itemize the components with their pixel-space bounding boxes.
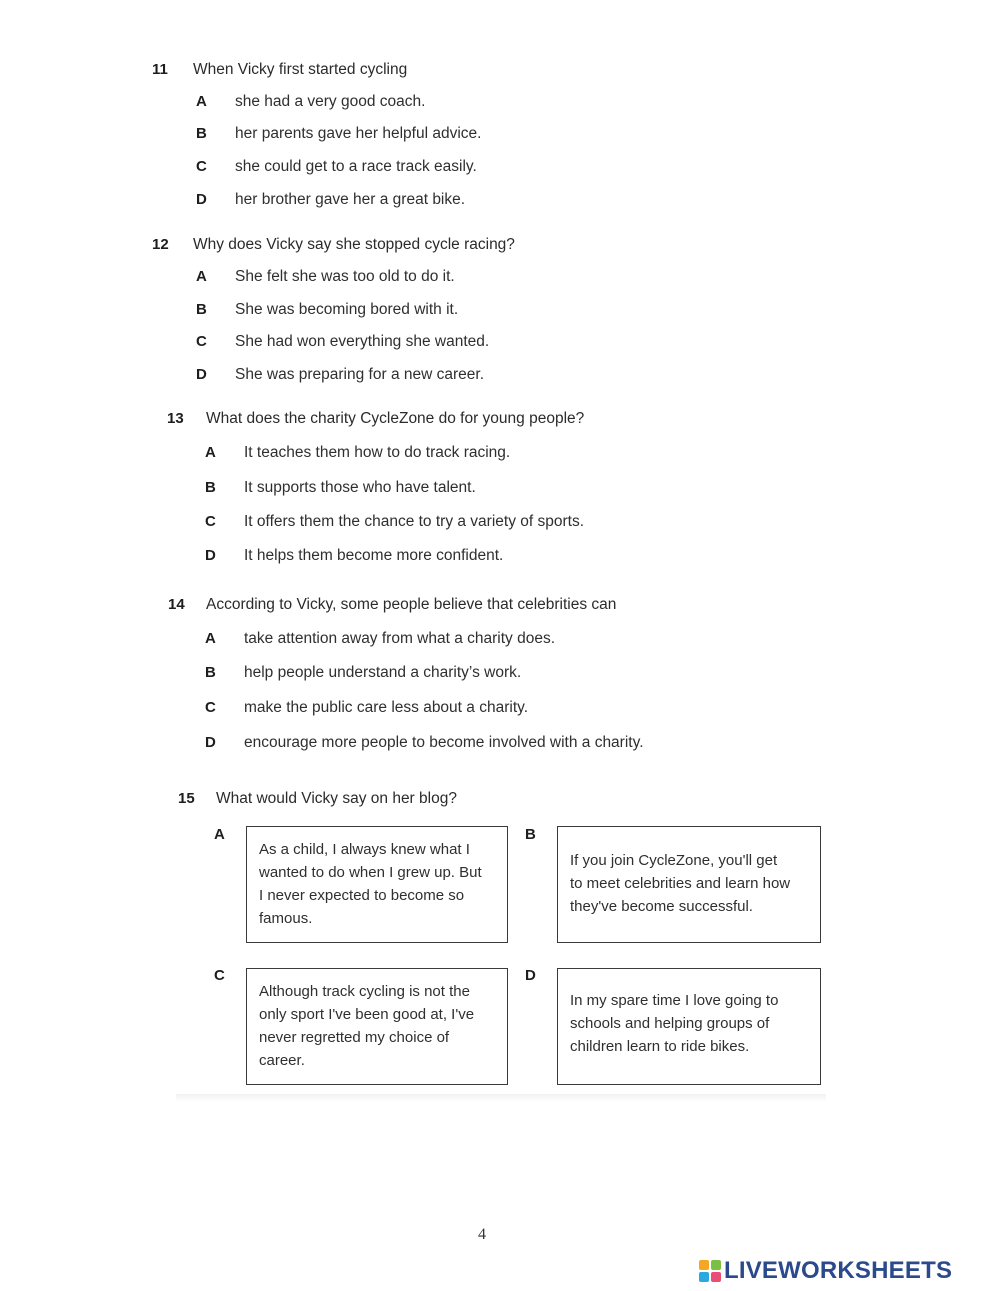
blog-option-letter-c: C — [214, 967, 225, 984]
option-text: She had won everything she wanted. — [235, 333, 490, 350]
blog-line: As a child, I always knew what I — [259, 841, 470, 858]
brand-name: LIVEWORKSHEETS — [724, 1257, 953, 1284]
option-letter: B — [205, 664, 216, 681]
blog-option-letter-b: B — [525, 826, 536, 843]
option-letter: A — [205, 444, 216, 461]
option-text: she could get to a race track easily. — [235, 158, 477, 175]
option-letter: D — [196, 191, 207, 208]
option-letter: B — [196, 301, 207, 318]
blog-line: I never expected to become so — [259, 887, 465, 904]
option-letter: D — [205, 547, 216, 564]
question-number: 11 — [152, 61, 168, 78]
question-number: 15 — [178, 790, 195, 807]
blog-line: career. — [259, 1052, 305, 1069]
option-text: It supports those who have talent. — [244, 479, 476, 496]
question-text: According to Vicky, some people believe that celebrities can — [206, 596, 617, 613]
blog-option-letter-d: D — [525, 967, 536, 984]
question-text: What does the charity CycleZone do for young people? — [206, 410, 585, 427]
question-number: 14 — [168, 596, 185, 613]
option-text: It teaches them how to do track racing. — [244, 444, 511, 461]
blog-option-b[interactable] — [557, 826, 821, 943]
option-letter: C — [205, 699, 216, 716]
option-letter: C — [196, 333, 207, 350]
option-text: make the public care less about a charity. — [244, 699, 529, 716]
blog-line: never regretted my choice of — [259, 1029, 450, 1046]
option-text: It helps them become more confident. — [244, 547, 504, 564]
option-text: It offers them the chance to try a variety of sports. — [244, 513, 585, 530]
question-number: 13 — [167, 410, 184, 427]
option-letter: D — [196, 366, 207, 383]
blog-option-a[interactable] — [246, 826, 508, 943]
question-text: Why does Vicky say she stopped cycle racing? — [193, 236, 515, 253]
liveworksheets-logo — [699, 1256, 952, 1286]
blog-line: children learn to ride bikes. — [570, 1038, 750, 1055]
option-text: She felt she was too old to do it. — [235, 268, 455, 285]
question-number: 12 — [152, 236, 169, 253]
scan-shadow — [176, 1094, 826, 1102]
option-text: her parents gave her helpful advice. — [235, 125, 482, 142]
option-text: She was preparing for a new career. — [235, 366, 484, 383]
option-letter: C — [205, 513, 216, 530]
blog-line: they've become successful. — [570, 898, 753, 915]
option-text: she had a very good coach. — [235, 93, 426, 110]
option-letter: D — [205, 734, 216, 751]
option-text: her brother gave her a great bike. — [235, 191, 466, 208]
option-letter: C — [196, 158, 207, 175]
blog-line: famous. — [259, 910, 313, 927]
question-text: When Vicky first started cycling — [193, 61, 408, 78]
option-text: encourage more people to become involved with a charity. — [244, 734, 644, 751]
blog-line: Although track cycling is not the — [259, 983, 470, 1000]
blog-line: If you join CycleZone, you'll get — [570, 852, 778, 869]
blog-line: In my spare time I love going to — [570, 992, 779, 1009]
page-number: 4 — [478, 1226, 486, 1243]
blog-line: schools and helping groups of — [570, 1015, 770, 1032]
option-letter: B — [205, 479, 216, 496]
option-letter: A — [196, 268, 207, 285]
blog-line: wanted to do when I grew up. But — [259, 864, 482, 881]
blog-line: to meet celebrities and learn how — [570, 875, 791, 892]
question-text: What would Vicky say on her blog? — [216, 790, 457, 807]
blog-option-letter-a: A — [214, 826, 225, 843]
option-text: take attention away from what a charity does. — [244, 630, 556, 647]
blog-line: only sport I've been good at, I've — [259, 1006, 475, 1023]
option-letter: B — [196, 125, 207, 142]
blog-option-c[interactable] — [246, 968, 508, 1085]
option-text: help people understand a charity’s work. — [244, 664, 522, 681]
logo-grid-icon — [699, 1260, 721, 1282]
option-text: She was becoming bored with it. — [235, 301, 459, 318]
option-letter: A — [196, 93, 207, 110]
option-letter: A — [205, 630, 216, 647]
blog-option-d[interactable] — [557, 968, 821, 1085]
